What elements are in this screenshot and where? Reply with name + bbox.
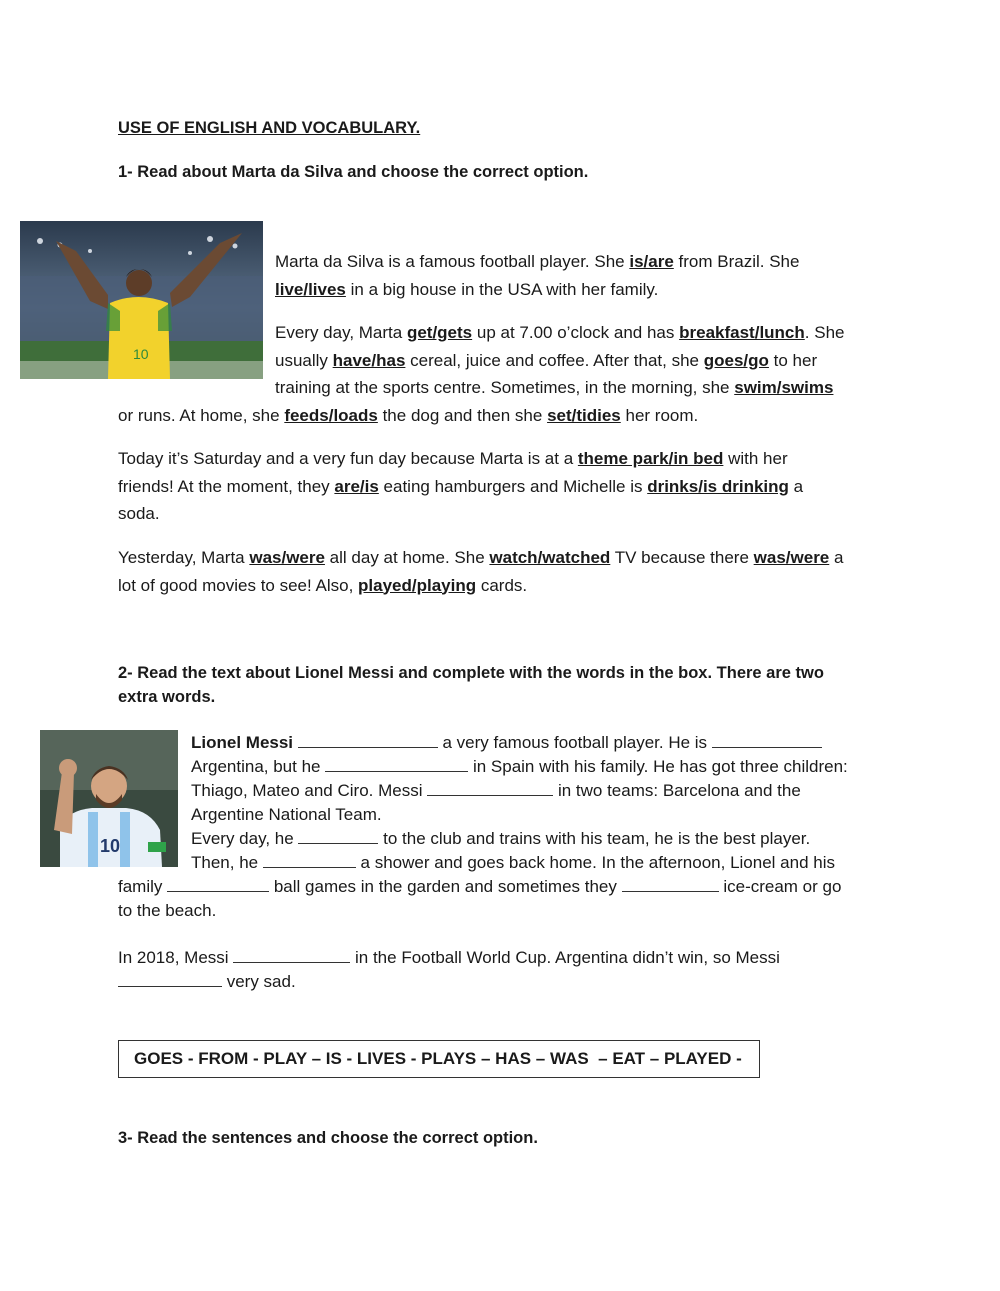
text-segment: cereal, juice and coffee. After that, she [405,350,704,370]
text-segment: Then, he [191,853,263,872]
section-2-heading-line-1: 2- Read the text about Lionel Messi and complete with the words in the box. There are two [118,664,824,682]
text-segment: Marta da Silva is a famous football player. She [275,252,630,271]
text-segment: with her [723,449,788,468]
section-2-heading [118,661,824,709]
answer-blank[interactable] [298,829,378,844]
messi-text-2018 [118,946,898,994]
text-segment: Argentina, but he [191,757,326,776]
text-segment: the dog and then she [377,406,548,425]
text-segment: TV because there [610,548,754,567]
text-segment: very sad. [222,972,296,991]
text-segment: eating hamburgers and Michelle is [378,476,648,496]
answer-blank[interactable] [233,948,350,963]
text-line [191,827,891,851]
marta-paragraph-1 [275,248,895,303]
text-segment: ball games in the garden and sometimes they [269,877,622,896]
option-choice[interactable]: have/has [332,350,406,370]
text-segment: a [829,548,844,567]
option-choice[interactable]: are/is [334,476,379,496]
section-3-heading: 3- Read the sentences and choose the correct option. [118,1129,538,1147]
text-line [118,875,898,899]
text-segment: her room. [620,406,699,425]
text-segment: all day at home. She [324,548,490,567]
text-segment: in two teams: Barcelona and the [553,781,801,800]
text-segment: in the Football World Cup. Argentina didn’t win, so Messi [350,948,780,967]
option-choice[interactable]: played/playing [358,575,477,595]
option-choice[interactable]: theme park/in bed [577,449,724,468]
marta-paragraph-3 [118,445,898,528]
text-segment: Argentine National Team. [191,805,382,824]
text-segment: a [788,476,804,496]
text-segment: Thiago, Mateo and Ciro. Messi [191,781,428,800]
answer-blank[interactable] [263,853,356,868]
option-choice[interactable]: feeds/loads [284,406,378,425]
text-segment: to the beach. [118,901,217,920]
text-line [191,731,891,755]
text-segment: training at the sports centre. Sometimes, in the morning, she [275,378,735,397]
text-segment: family [118,877,168,896]
text-segment: In 2018, Messi [118,948,234,967]
section-2-heading-line-2: extra words. [118,688,216,706]
answer-blank[interactable] [118,972,222,987]
text-segment: in Spain with his family. He has got three children: [468,757,848,776]
option-choice[interactable]: was/were [753,548,830,567]
bold-text: Lionel Messi [191,733,294,752]
text-line [118,970,898,994]
messi-text-wrapped [191,731,891,875]
text-segment: to her [768,350,818,370]
option-choice[interactable]: get/gets [406,323,473,342]
text-segment: friends! At the moment, they [118,476,335,496]
marta-paragraph-2 [275,319,895,402]
option-choice[interactable]: set/tidies [547,406,621,425]
text-segment: Every day, he [191,829,299,848]
answer-blank[interactable] [167,877,269,892]
svg-text:10: 10 [133,346,149,362]
svg-text:10: 10 [100,836,121,856]
option-choice[interactable]: goes/go [703,350,769,370]
answer-blank[interactable] [622,877,719,892]
text-line [191,851,891,875]
option-choice[interactable]: live/lives [275,279,346,299]
text-line [191,779,891,803]
marta-da-silva-photo [20,221,263,379]
text-segment: from Brazil. She [673,252,800,271]
text-segment: Yesterday, Marta [118,548,250,567]
option-choice[interactable]: is/are [629,252,674,271]
option-choice[interactable]: was/were [249,548,325,567]
text-line [118,899,898,923]
text-segment: a very famous football player. He is [437,733,712,752]
text-segment: . She [804,323,845,342]
answer-blank[interactable] [325,757,468,772]
lionel-messi-photo [40,730,178,867]
messi-text-full [118,875,898,923]
option-choice[interactable]: swim/swims [734,378,834,397]
marta-paragraph-2-continued [118,402,898,430]
marta-paragraph-4 [118,544,898,599]
text-segment: soda. [118,504,160,523]
text-line [118,946,898,970]
section-1-heading: 1- Read about Marta da Silva and choose the correct option. [118,163,589,181]
worksheet-title: USE OF ENGLISH AND VOCABULARY. [118,119,421,137]
text-segment: usually [275,350,333,370]
answer-blank[interactable] [298,733,438,748]
text-segment: Today it’s Saturday and a very fun day because Marta is at a [118,449,578,468]
text-line [191,803,891,827]
text-segment: lot of good movies to see! Also, [118,575,359,595]
text-segment: up at 7.00 o’clock and has [472,323,680,342]
word-box: GOES - FROM - PLAY – IS - LIVES - PLAYS – HAS – WAS – EAT – PLAYED - [118,1040,760,1078]
text-segment: ice-cream or go [718,877,842,896]
text-segment: cards. [476,575,528,595]
option-choice[interactable]: watch/watched [489,548,611,567]
text-segment: a shower and goes back home. In the afternoon, Lionel and his [355,853,835,872]
text-segment: in a big house in the USA with her family. [345,279,659,299]
text-segment: to the club and trains with his team, he is the best player. [378,829,811,848]
answer-blank[interactable] [712,733,822,748]
text-line [191,755,891,779]
text-segment: or runs. At home, she [118,406,285,425]
option-choice[interactable]: drinks/is drinking [647,476,789,496]
text-segment: Every day, Marta [275,323,407,342]
option-choice[interactable]: breakfast/lunch [679,323,805,342]
answer-blank[interactable] [427,781,553,796]
